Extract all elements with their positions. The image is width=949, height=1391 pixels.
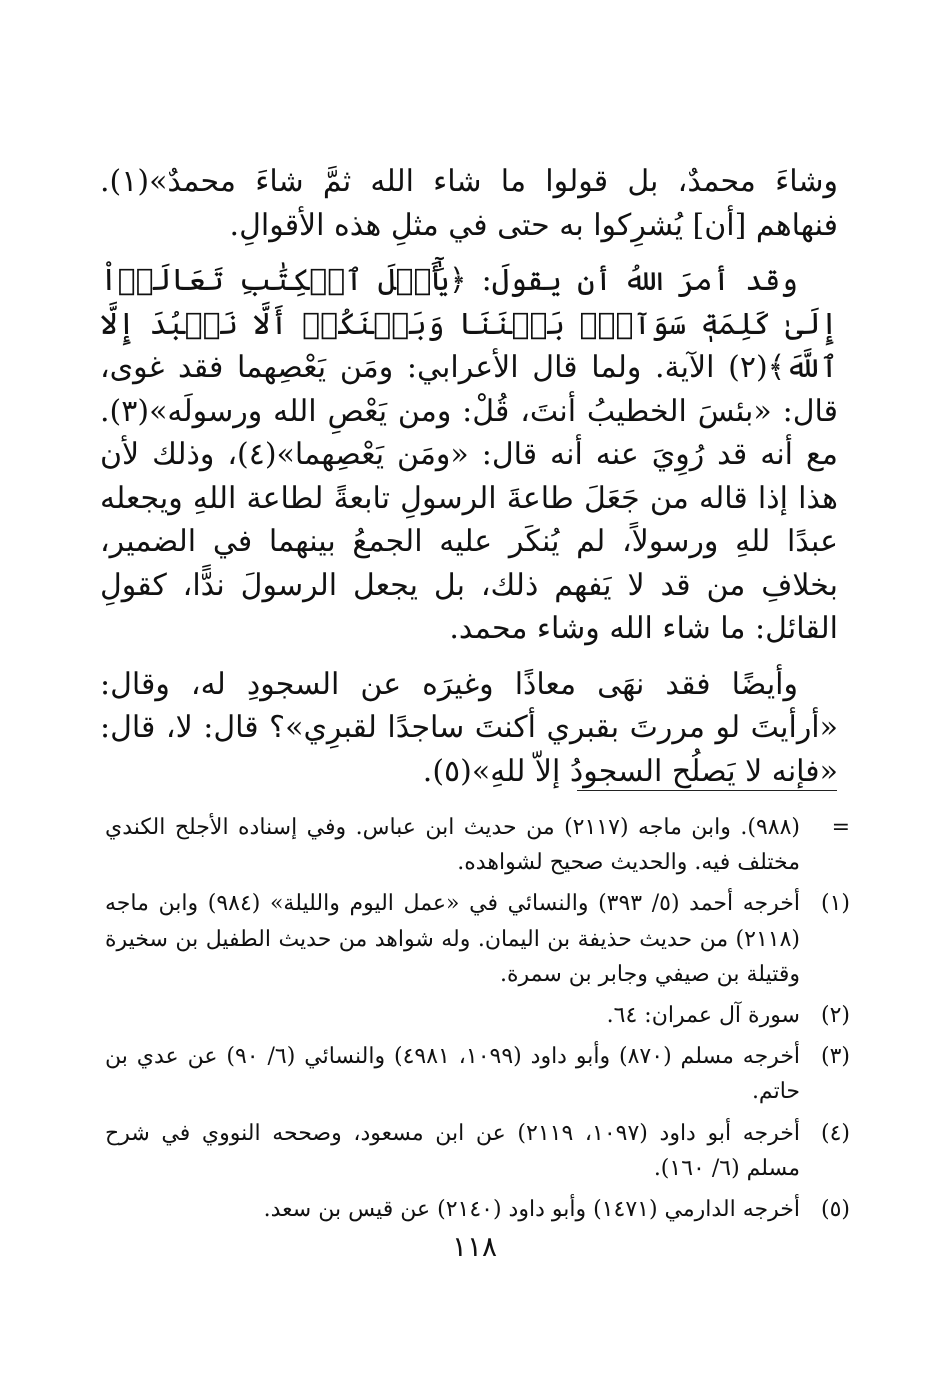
footnote-marker: (٣) xyxy=(820,1044,850,1070)
footnote-text: سورة آل عمران: ٦٤. xyxy=(606,1002,800,1028)
footnote-text: أخرجه مسلم (٨٧٠) وأبو داود (١٠٩٩، ٤٩٨١) والنسائي (٦/ ٩٠) عن عدي بن حاتم. xyxy=(105,1044,801,1105)
paragraph-1: وشاءَ محمدٌ، بل قولوا ما شاء الله ثمَّ شاءَ محمدٌ»(١). فنهاهم [أن] يُشرِكوا به حتى في مثلِ هذه الأقوالِ. xyxy=(100,164,838,243)
footnote-3 xyxy=(105,1039,850,1109)
footnote-text: أخرجه أبو داود (١٠٩٧، ٢١١٩) عن ابن مسعود، وصححه النووي في شرح مسلم (٦/ ١٦٠). xyxy=(105,1120,800,1181)
page-number: ١١٨ xyxy=(451,1230,498,1263)
footnotes xyxy=(105,810,850,1233)
footnote-text: (٩٨٨). وابن ماجه (٢١١٧) من حديث ابن عباس. وفي إسناده الأجلح الكندي مختلف فيه. والحديث صحيح لشواهده. xyxy=(105,815,800,876)
footnote-5 xyxy=(105,1192,850,1227)
footnote-marker: = xyxy=(831,815,850,840)
footnote-text: أخرجه أحمد (٥/ ٣٩٣) والنسائي في «عمل اليوم والليلة» (٩٨٤) وابن ماجه (٢١١٨) من حديث حذيفة بن اليمان. وله شواهد من حديث الطفيل بن سخيرة وقتيلة بن صيفي وجابر بن سمرة. xyxy=(105,891,801,987)
footnote-marker: (٥) xyxy=(820,1196,850,1222)
paragraph-3: وأيضًا فقد نهَى معاذًا وغيرَه عن السجودِ له، وقال: «أرأيتَ لو مررتَ بقبري أكنتَ ساجدًا لقبرِي»؟ قال: لا، قال: «فإنه لا يَصلُح السجودُ إلاّ للهِ»(٥). xyxy=(100,666,838,789)
main-text xyxy=(100,160,838,805)
footnote-divider xyxy=(577,790,837,791)
footnote-continued xyxy=(105,810,850,880)
footnote-marker: (٢) xyxy=(820,1002,850,1028)
footnote-marker: (١) xyxy=(820,891,850,917)
footnote-marker: (٤) xyxy=(820,1120,850,1146)
footnote-4 xyxy=(105,1116,850,1186)
footnote-2 xyxy=(105,998,850,1033)
footnote-text: أخرجه الدارمي (١٤٧١) وأبو داود (٢١٤٠) عن قيس بن سعد. xyxy=(263,1196,800,1222)
footnote-1 xyxy=(105,886,850,992)
paragraph-2: وقد أمرَ اللهُ أن يقولَ: ﴿يَٰٓأَهۡلَ ٱلۡكِتَٰبِ تَعَالَوۡاْ إِلَىٰ كَلِمَةٖ سَوَآءِۭ بَيۡنَنَا وَبَيۡنَكُمۡ أَلَّا نَعۡبُدَ إِلَّا ٱللَّهَ﴾(٢) الآية. ولما قال الأعرابي: ومَن يَعْصِهما فقد غوى، قال: «بئسَ الخطيبُ أنتَ، قُلْ: ومن يَعْصِ الله ورسولَه»(٣). مع أنه قد رُوِيَ عنه أنه قال: «ومَن يَعْصِهما»(٤)، وذلك لأن هذا إذا قاله من جَعَلَ طاعةَ الرسولِ تابعةً لطاعة اللهِ ويجعله عبدًا للهِ ورسولاً، لم يُنكَر عليه الجمعُ بينهما في الضمير، بخلافِ من قد لا يَفهم ذلك، بل يجعل الرسولَ ندًّا، كقولِ القائل: ما شاء الله وشاء محمد. xyxy=(100,263,838,646)
